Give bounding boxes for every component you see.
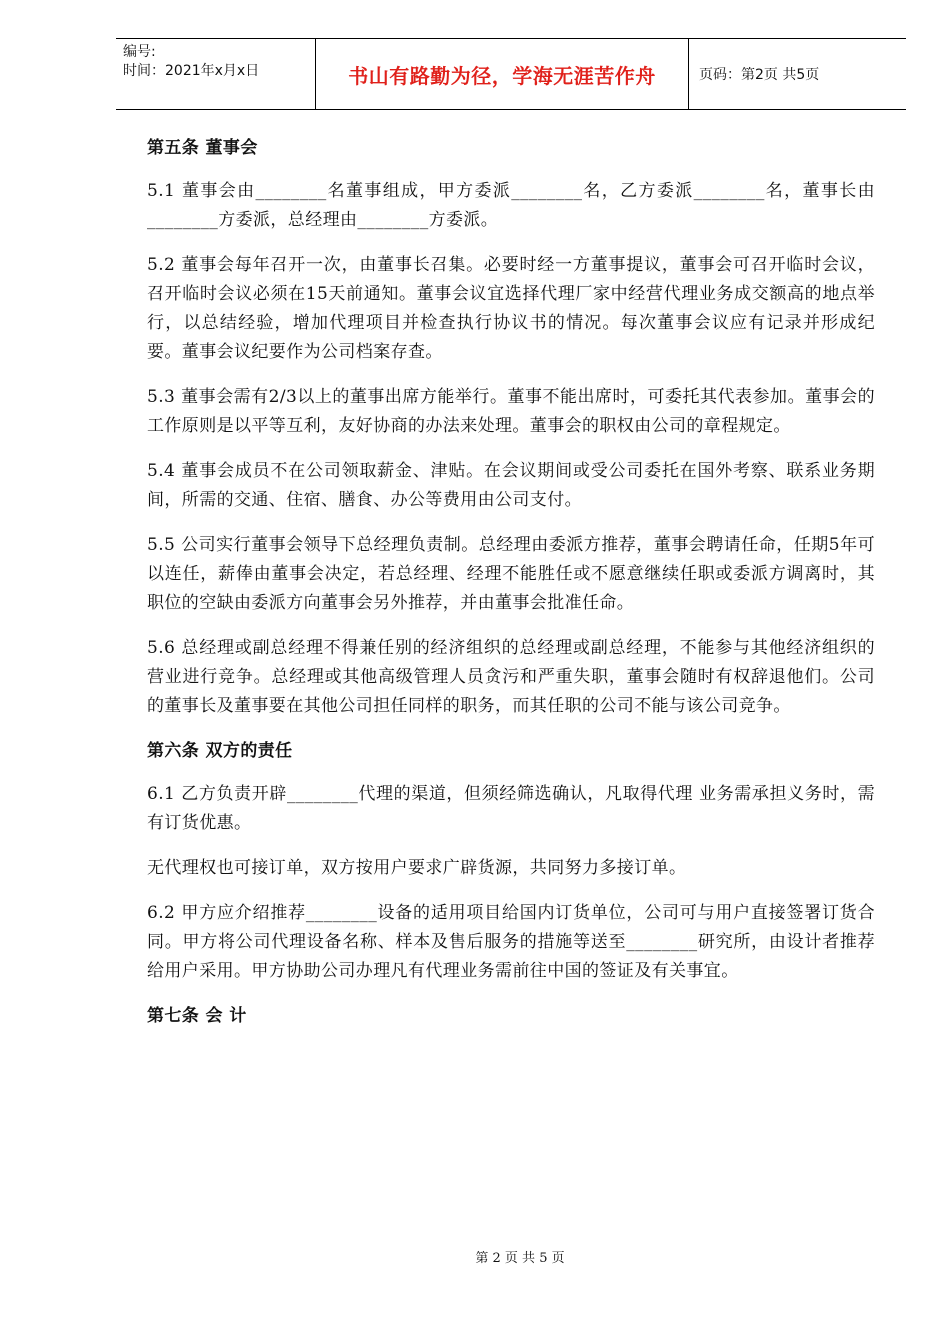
section-heading: 第六条 双方的责任 [147, 741, 293, 761]
section-heading: 第七条 会 计 [147, 1006, 247, 1026]
clause-paragraph: 5.2 董事会每年召开一次，由董事长召集。必要时经一方董事提议，董事会可召开临时会议，召开临时会议必须在15天前通知。董事会议宜选择代理厂家中经营代理业务成交额高的地点举行，以总结经验，增加代理项目并检查执行协议书的情况。每次董事会议应有记录并形成纪要。董事会议纪要作为公司档案存查。 [147, 255, 875, 362]
header-page-label: 页码：第2页 共5页 [699, 67, 820, 83]
clause-paragraph: 6.2 甲方应介绍推荐________设备的适用项目给国内订货单位，公司可与用户直接签署订货合同。甲方将公司代理设备名称、样本及售后服务的措施等送至________研究所，由设计者推荐给用户采用。甲方协助公司办理凡有代理业务需前往中国的签证及有关事宜。 [147, 903, 875, 981]
doc-number-label: 编号: [123, 44, 156, 60]
header-meta [116, 39, 316, 109]
clause-paragraph: 5.4 董事会成员不在公司领取薪金、津贴。在会议期间或受公司委托在国外考察、联系业务期间，所需的交通、住宿、膳食、办公等费用由公司支付。 [147, 461, 875, 510]
document-header [116, 38, 906, 110]
header-motto: 书山有路勤为径，学海无涯苦作舟 [316, 39, 689, 109]
section-heading: 第五条 董事会 [147, 138, 258, 158]
clause-paragraph: 5.3 董事会需有2/3以上的董事出席方能举行。董事不能出席时，可委托其代表参加。董事会的工作原则是以平等互利，友好协商的办法来处理。董事会的职权由公司的章程规定。 [147, 387, 875, 436]
clause-paragraph: 无代理权也可接订单，双方按用户要求广辟货源，共同努力多接订单。 [147, 858, 687, 878]
doc-time-label: 时间：2021年x月x日 [123, 63, 260, 79]
clause-paragraph: 5.1 董事会由________名董事组成，甲方委派________名，乙方委派________名，董事长由________方委派，总经理由________方委派。 [147, 181, 875, 230]
clause-paragraph: 5.6 总经理或副总经理不得兼任别的经济组织的总经理或副总经理，不能参与其他经济组织的营业进行竞争。总经理或其他高级管理人员贪污和严重失职，董事会随时有权辞退他们。公司的董事长及董事要在其他公司担任同样的职务，而其任职的公司不能与该公司竞争。 [147, 638, 875, 716]
clause-paragraph: 6.1 乙方负责开辟________代理的渠道，但须经筛选确认，凡取得代理 业务需承担义务时，需有订货优惠。 [147, 784, 875, 833]
page-footer: 第 2 页 共 5 页 [475, 1251, 565, 1266]
clause-paragraph: 5.5 公司实行董事会领导下总经理负责制。总经理由委派方推荐，董事会聘请任命，任期5年可以连任，薪俸由董事会决定，若总经理、经理不能胜任或不愿意继续任职或委派方调离时，其职位的空缺由委派方向董事会另外推荐，并由董事会批准任命。 [147, 535, 875, 613]
document-body [147, 134, 875, 1045]
